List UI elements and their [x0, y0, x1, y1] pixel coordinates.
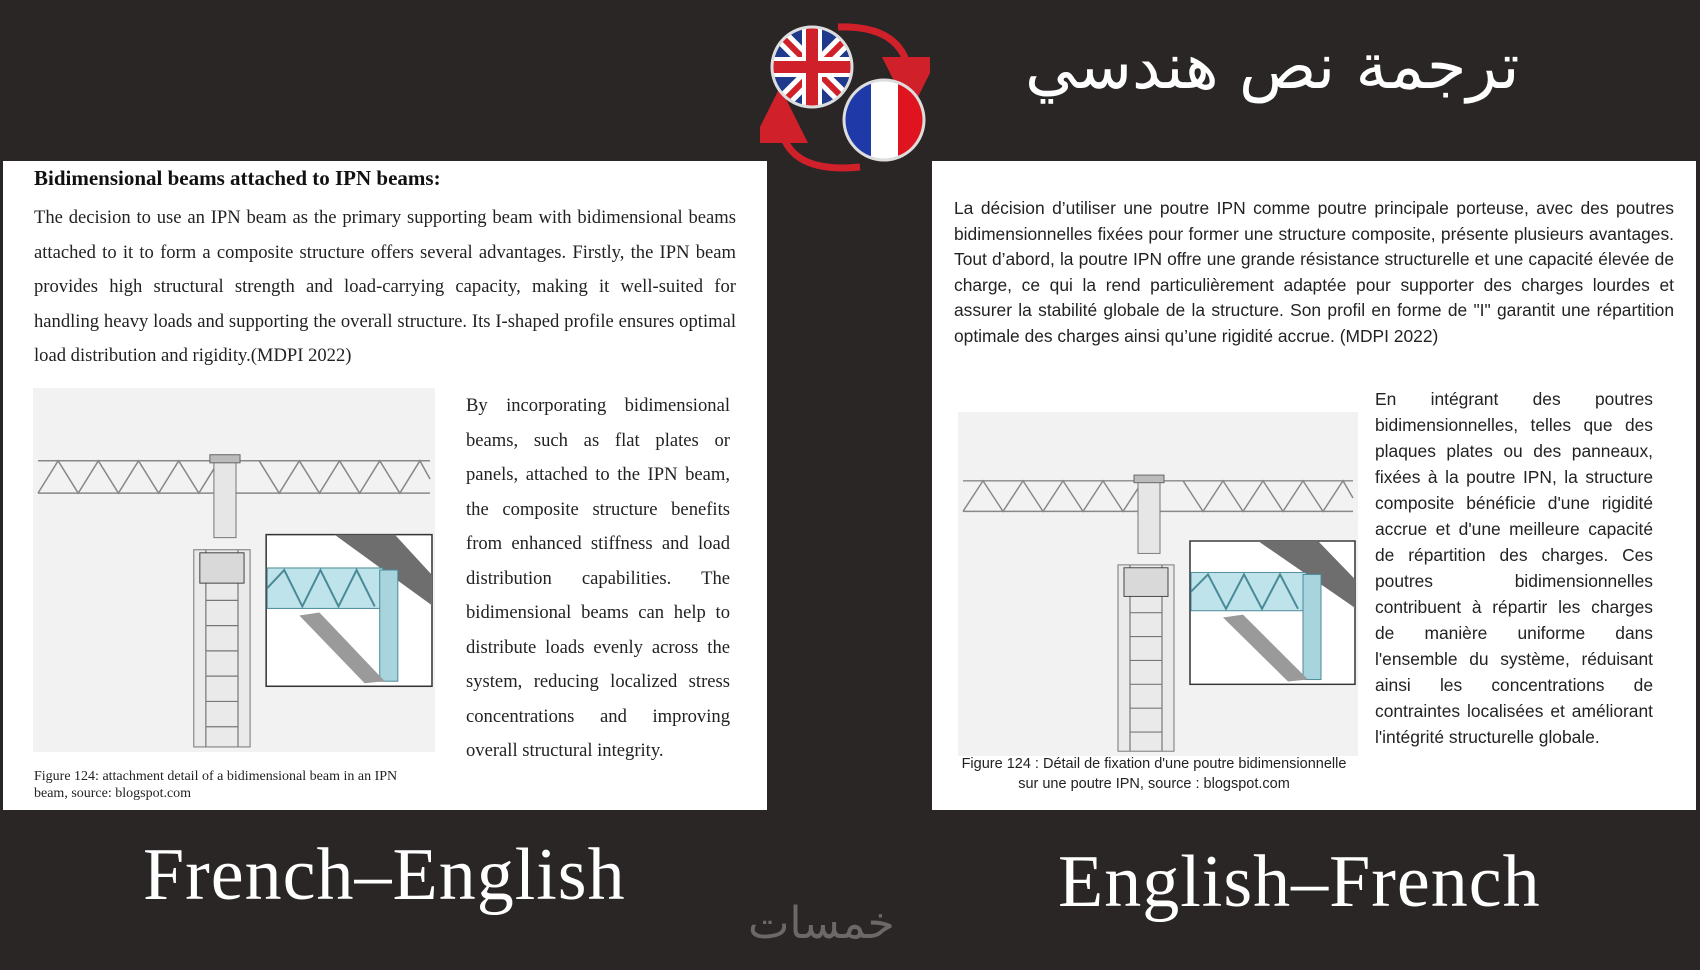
- figure-caption: Figure 124: attachment detail of a bidimensional beam in an IPN beam, source: blogspot.com: [34, 769, 398, 801]
- side-paragraph: By incorporating bidimensional beams, such as flat plates or panels, attached to the IPN beam, the composite structure benefits from enhanced stiffness and load distribution capabilities. The bidimensional beams can help to distribute loads evenly across the system, reducing localized stress concentrations and improving overall structural integrity.: [466, 395, 730, 761]
- watermark-logo: خمسات: [748, 898, 895, 949]
- beam-detail-figure: [33, 388, 435, 752]
- figure-caption: Figure 124 : Détail de fixation d'une poutre bidimensionnelle sur une poutre IPN, source : blogspot.com: [961, 756, 1347, 792]
- english-document-panel: [3, 161, 767, 810]
- intro-paragraph: La décision d’utiliser une poutre IPN comme poutre principale porteuse, avec des poutres bidimensionnelles fixées pour former une structure composite, présente plusieurs avantages. Tout d’abord, la poutre IPN offre une grande résistance structurelle et une capacité élevée de charge, ce qui la rend particulièrement adaptée pour supporter des charges lourdes et assurer la stabilité globale de la structure. Son profil en forme de "I" garantit une répartition optimale des charges ainsi qu’une rigidité accrue. (MDPI 2022): [954, 198, 1674, 346]
- label-english-french: English–French: [1058, 841, 1541, 923]
- label-french-english: French–English: [143, 834, 626, 916]
- beam-detail-figure: [958, 412, 1358, 756]
- section-heading: Bidimensional beams attached to IPN beams:: [34, 166, 441, 190]
- translation-flags: [760, 15, 930, 185]
- page-title-arabic: ترجمة نص هندسي: [1025, 30, 1520, 104]
- intro-paragraph: The decision to use an IPN beam as the primary supporting beam with bidimensional beams attached to it to form a composite structure offers several advantages. Firstly, the IPN beam provides high structural strength and load-carrying capacity, making it well-suited for handling heavy loads and supporting the overall structure. Its I-shaped profile ensures optimal load distribution and rigidity.(MDPI 2022): [34, 207, 736, 366]
- side-paragraph: En intégrant des poutres bidimensionnelles, telles que des plaques plates ou des panneaux, fixées à la poutre IPN, la structure composite bénéficie d'une rigidité accrue et d'une meilleure capacité de répartition des charges. Ces poutres bidimensionnelles contribuent à répartir les charges de manière uniforme dans l'ensemble du système, réduisant ainsi les concentrations de contraintes localisées et améliorant l'intégrité structurelle globale.: [1375, 389, 1653, 747]
- french-document-panel: [932, 161, 1696, 810]
